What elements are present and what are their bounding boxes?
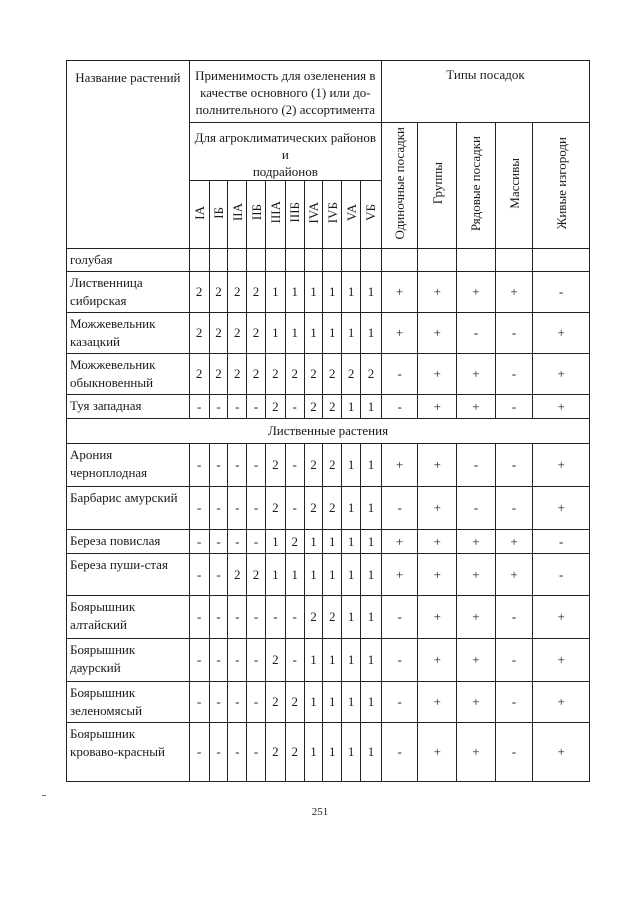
type-value: + (533, 639, 590, 682)
zone-value: - (285, 487, 304, 530)
plant-name: Боярышник алтайский (67, 596, 190, 639)
zone-value: - (189, 487, 209, 530)
type-value (418, 249, 457, 272)
type-value: + (418, 554, 457, 596)
type-value: + (457, 395, 496, 419)
type-value: + (418, 354, 457, 395)
section-title: Лиственные растения (67, 419, 590, 444)
header-zone-label: IVБ (324, 201, 340, 224)
zone-value (228, 249, 247, 272)
zones-title-line3: подрайонов (252, 164, 318, 179)
type-value: + (418, 530, 457, 554)
header-zone-label: IIБ (248, 204, 264, 221)
plant-name: Барбарис амурский (67, 487, 190, 530)
type-value: + (418, 596, 457, 639)
zone-value: 2 (265, 723, 285, 782)
zone-value: 1 (304, 723, 323, 782)
zone-value: 2 (323, 596, 342, 639)
header-type-label: Рядовые посадки (468, 135, 484, 232)
zone-value: 1 (304, 530, 323, 554)
zone-value: 1 (265, 530, 285, 554)
plant-name: Можжевельник обыкновенный (67, 354, 190, 395)
type-value: + (418, 639, 457, 682)
zone-value: 2 (304, 596, 323, 639)
type-value: - (381, 682, 417, 723)
type-value (495, 249, 533, 272)
plant-name: Береза повислая (67, 530, 190, 554)
type-value (457, 249, 496, 272)
header-zone-0 (189, 181, 209, 249)
zone-value: 1 (285, 313, 304, 354)
type-value: + (457, 272, 496, 313)
zone-value: 2 (304, 395, 323, 419)
zone-value: 1 (360, 487, 381, 530)
zone-value: - (228, 395, 247, 419)
type-value: - (533, 272, 590, 313)
plant-name: Береза пуши-стая (67, 554, 190, 596)
zone-value: - (247, 530, 266, 554)
zone-value: 2 (209, 272, 228, 313)
zone-value: 2 (304, 444, 323, 487)
type-value: - (381, 354, 417, 395)
zone-value: 2 (228, 554, 247, 596)
type-value (381, 249, 417, 272)
zone-value: 2 (323, 354, 342, 395)
zone-value: 1 (360, 596, 381, 639)
zone-value: 2 (342, 354, 361, 395)
zone-value: 1 (360, 723, 381, 782)
zone-value: 1 (265, 272, 285, 313)
zone-value: - (228, 723, 247, 782)
zone-value: 2 (323, 487, 342, 530)
plant-name: Можжевельник казацкий (67, 313, 190, 354)
zone-value: 2 (209, 313, 228, 354)
type-value: - (495, 395, 533, 419)
zone-value: - (228, 444, 247, 487)
table-row (67, 554, 590, 596)
zone-value: - (189, 444, 209, 487)
zone-value: 2 (189, 272, 209, 313)
type-value: + (381, 554, 417, 596)
zone-value: 1 (285, 272, 304, 313)
zone-value: 2 (247, 354, 266, 395)
type-value: - (381, 487, 417, 530)
zone-value: - (189, 395, 209, 419)
plant-name: Боярышник кроваво-красный (67, 723, 190, 782)
header-type-4 (533, 123, 590, 249)
zone-value (323, 249, 342, 272)
type-value: - (457, 444, 496, 487)
zone-value: 2 (265, 487, 285, 530)
type-value: + (457, 354, 496, 395)
header-zone-label: VA (343, 203, 359, 222)
zone-value: - (228, 596, 247, 639)
type-value: + (533, 682, 590, 723)
zone-value (209, 249, 228, 272)
header-zone-1 (209, 181, 228, 249)
zone-value: - (209, 723, 228, 782)
zone-value (285, 249, 304, 272)
type-value: - (495, 354, 533, 395)
zone-value: 1 (342, 723, 361, 782)
type-value: + (533, 313, 590, 354)
zone-value: 1 (360, 444, 381, 487)
type-value: + (495, 530, 533, 554)
plant-name: Боярышник зеленомясый (67, 682, 190, 723)
type-value: + (381, 530, 417, 554)
header-type-3 (495, 123, 533, 249)
zone-value (247, 249, 266, 272)
zone-value: - (189, 554, 209, 596)
zone-value (304, 249, 323, 272)
type-value: + (418, 313, 457, 354)
zone-value: 2 (228, 313, 247, 354)
zone-value: 1 (342, 682, 361, 723)
type-value: + (457, 723, 496, 782)
type-value: - (381, 723, 417, 782)
zone-value: 2 (265, 444, 285, 487)
zone-value: 2 (247, 272, 266, 313)
type-value: + (418, 682, 457, 723)
type-value: - (495, 723, 533, 782)
table-row (67, 639, 590, 682)
type-value: + (381, 313, 417, 354)
zone-value: 1 (285, 554, 304, 596)
zone-value: 1 (360, 313, 381, 354)
header-type-0 (381, 123, 417, 249)
table-row (67, 395, 590, 419)
zone-value: 1 (342, 639, 361, 682)
zone-value: 2 (247, 554, 266, 596)
header-zone-5 (285, 181, 304, 249)
zone-value: - (189, 723, 209, 782)
zone-value: 1 (360, 639, 381, 682)
zone-value: 1 (304, 639, 323, 682)
zone-value: 2 (228, 354, 247, 395)
plant-name: голубая (67, 249, 190, 272)
type-value: + (495, 554, 533, 596)
header-zone-label: IVA (306, 201, 321, 224)
type-value: + (495, 272, 533, 313)
zone-value: 1 (323, 723, 342, 782)
zone-value: 1 (360, 395, 381, 419)
zone-value: 1 (323, 313, 342, 354)
zone-value: - (247, 487, 266, 530)
zone-value: 2 (304, 354, 323, 395)
header-zone-7 (323, 181, 342, 249)
zone-value: 1 (304, 682, 323, 723)
zone-value: - (209, 444, 228, 487)
zone-value: 1 (265, 313, 285, 354)
zone-value: 1 (323, 272, 342, 313)
zones-title-line1: Для агроклиматических районов (194, 130, 377, 145)
zone-value: 1 (342, 395, 361, 419)
type-value: + (457, 682, 496, 723)
zone-value: 1 (360, 554, 381, 596)
header-zone-label: IIA (229, 203, 245, 222)
zone-value: 1 (304, 554, 323, 596)
zone-value (360, 249, 381, 272)
table-row (67, 272, 590, 313)
zone-value (189, 249, 209, 272)
header-applicability: Применимость для озеленения в качестве основного (1) или до-полнительного (2) ассортимента (189, 61, 381, 123)
header-type-label: Одиночные посадки (392, 127, 408, 240)
header-zone-4 (265, 181, 285, 249)
type-value: + (533, 395, 590, 419)
zone-value: 1 (323, 530, 342, 554)
type-value: + (457, 554, 496, 596)
type-value: + (381, 444, 417, 487)
header-zone-3 (247, 181, 266, 249)
zone-value: 2 (285, 682, 304, 723)
type-value: - (533, 554, 590, 596)
zone-value: 2 (265, 682, 285, 723)
zone-value: - (228, 682, 247, 723)
zone-value: 2 (228, 272, 247, 313)
zone-value: - (247, 723, 266, 782)
header-type-label: Массивы (506, 158, 522, 209)
header-type-2 (457, 123, 496, 249)
zone-value: 1 (360, 272, 381, 313)
zone-value: - (285, 395, 304, 419)
zone-value: - (189, 530, 209, 554)
zone-value: 1 (342, 596, 361, 639)
zone-value: 2 (323, 395, 342, 419)
zone-value: 1 (342, 272, 361, 313)
type-value: + (418, 723, 457, 782)
header-type-label: Группы (429, 162, 445, 205)
type-value: - (457, 313, 496, 354)
table-row (67, 313, 590, 354)
page-number: 251 (311, 806, 329, 818)
header-zone-2 (228, 181, 247, 249)
type-value: - (495, 682, 533, 723)
type-value: - (495, 639, 533, 682)
type-value: - (381, 395, 417, 419)
zone-value: 1 (323, 554, 342, 596)
zone-value (342, 249, 361, 272)
header-plant-name: Название растений (67, 61, 190, 249)
type-value: + (381, 272, 417, 313)
zone-value: - (285, 639, 304, 682)
type-value: + (533, 444, 590, 487)
zone-value: - (247, 596, 266, 639)
table-row (67, 723, 590, 782)
table-row (67, 530, 590, 554)
header-zone-label: IA (191, 205, 207, 220)
zone-value: 2 (189, 354, 209, 395)
zone-value: 2 (285, 530, 304, 554)
type-value: + (457, 596, 496, 639)
zone-value: 2 (304, 487, 323, 530)
zone-value: 2 (265, 395, 285, 419)
table-row (67, 596, 590, 639)
type-value: - (495, 313, 533, 354)
type-value: + (533, 354, 590, 395)
zone-value: 1 (342, 487, 361, 530)
zone-value: - (265, 596, 285, 639)
zone-value: 2 (247, 313, 266, 354)
table-row (67, 354, 590, 395)
plant-name: Арония черноплодная (67, 444, 190, 487)
zone-value: - (247, 639, 266, 682)
zone-value: - (209, 682, 228, 723)
type-value: + (418, 487, 457, 530)
type-value: + (533, 487, 590, 530)
zone-value: - (247, 682, 266, 723)
type-value: + (457, 530, 496, 554)
type-value: - (495, 596, 533, 639)
zone-value: 2 (285, 723, 304, 782)
zone-value: - (247, 444, 266, 487)
type-value: + (418, 395, 457, 419)
zone-value: - (228, 487, 247, 530)
header-planting-types: Типы посадок (381, 61, 589, 123)
zone-value: 1 (342, 530, 361, 554)
zone-value: 2 (189, 313, 209, 354)
zone-value: - (209, 487, 228, 530)
zone-value: 1 (323, 639, 342, 682)
zone-value: 1 (360, 682, 381, 723)
zone-value: 2 (360, 354, 381, 395)
zone-value: - (189, 596, 209, 639)
section-row (67, 419, 590, 444)
zone-value: 2 (323, 444, 342, 487)
plant-name: Туя западная (67, 395, 190, 419)
zone-value: - (209, 395, 228, 419)
header-zone-label: VБ (363, 204, 379, 221)
zone-value (265, 249, 285, 272)
zone-value: 1 (304, 272, 323, 313)
zone-value: - (228, 530, 247, 554)
zone-value: - (247, 395, 266, 419)
type-value: - (457, 487, 496, 530)
zone-value: - (189, 639, 209, 682)
zone-value: 2 (209, 354, 228, 395)
type-value: + (533, 723, 590, 782)
zone-value: 2 (265, 354, 285, 395)
zone-value: 1 (304, 313, 323, 354)
header-type-label: Живые изгороди (553, 137, 569, 230)
type-value: + (418, 444, 457, 487)
zone-value: 1 (342, 313, 361, 354)
type-value: - (533, 530, 590, 554)
header-zones (189, 123, 381, 181)
header-zone-9 (360, 181, 381, 249)
zone-value: - (209, 639, 228, 682)
zones-title-line2: и (281, 147, 289, 162)
table-row (67, 487, 590, 530)
type-value (533, 249, 590, 272)
header-zone-8 (342, 181, 361, 249)
type-value: - (381, 596, 417, 639)
zone-value: - (209, 530, 228, 554)
zone-value: - (209, 554, 228, 596)
header-zone-label: IIIБ (287, 202, 303, 223)
zone-value: - (285, 444, 304, 487)
plant-name: Боярышник даурский (67, 639, 190, 682)
type-value: + (418, 272, 457, 313)
header-type-1 (418, 123, 457, 249)
zone-value: - (189, 682, 209, 723)
table-row (67, 249, 590, 272)
type-value: + (533, 596, 590, 639)
zone-value: 1 (323, 682, 342, 723)
zone-value: - (228, 639, 247, 682)
type-value: + (457, 639, 496, 682)
zone-value: 1 (342, 554, 361, 596)
zone-value: - (285, 596, 304, 639)
plant-name: Лиственница сибирская (67, 272, 190, 313)
zone-value: - (209, 596, 228, 639)
table-row (67, 682, 590, 723)
type-value: - (495, 487, 533, 530)
type-value: - (495, 444, 533, 487)
zone-value: 2 (265, 639, 285, 682)
zone-value: 1 (342, 444, 361, 487)
zone-value: 2 (285, 354, 304, 395)
zone-value: 1 (360, 530, 381, 554)
zone-value: 1 (265, 554, 285, 596)
type-value: - (381, 639, 417, 682)
header-zone-6 (304, 181, 323, 249)
header-zone-label: IIIA (267, 201, 283, 224)
header-zone-label: IБ (210, 206, 226, 219)
table-row (67, 444, 590, 487)
scan-speck (42, 795, 46, 796)
plants-table (66, 60, 590, 782)
